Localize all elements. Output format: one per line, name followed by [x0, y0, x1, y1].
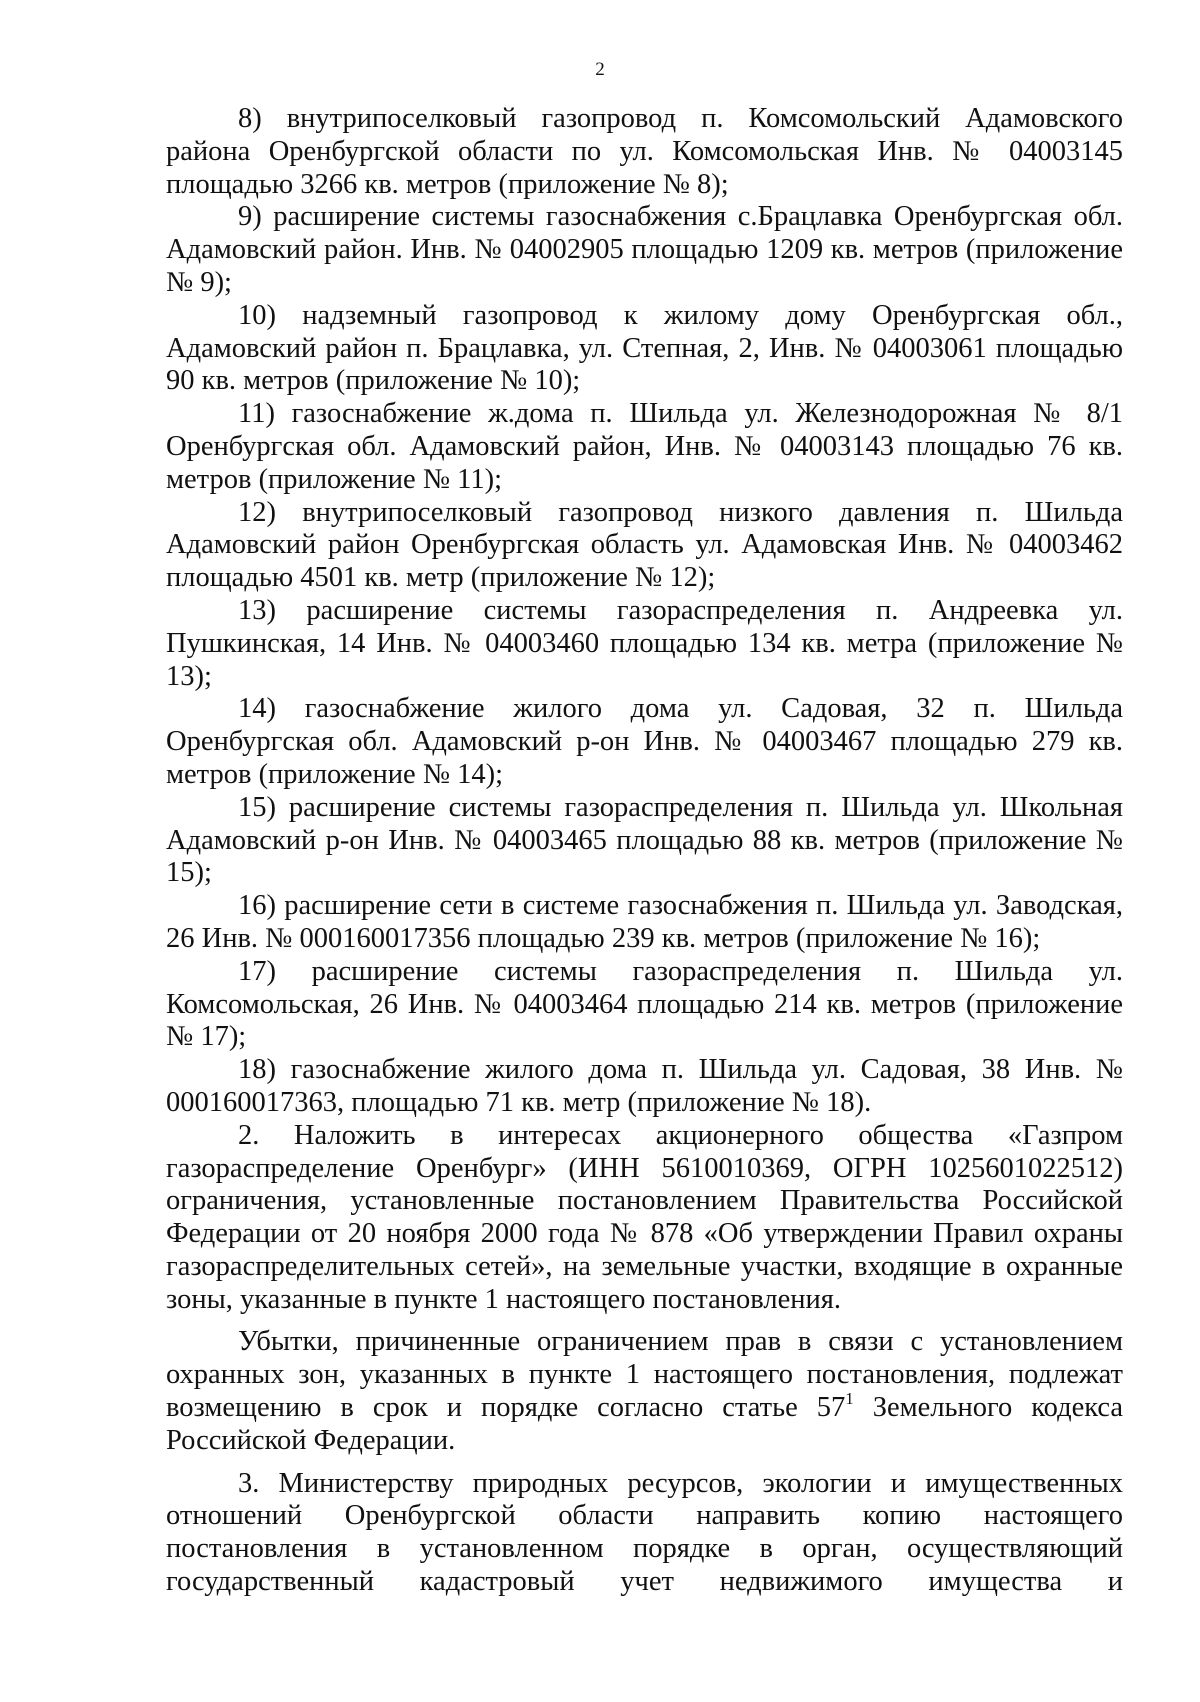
list-item-18: 18) газоснабжение жилого дома п. Шильда ул. Садовая, 38 Инв. № 000160017363, площадью 71 кв. метр (приложение № 18). [166, 1054, 1123, 1118]
losses-paragraph [166, 1326, 1123, 1457]
page-number: 2 [595, 59, 605, 80]
losses-text-end: Земельного кодекса Российской Федерации. [166, 1392, 1124, 1456]
losses-text-main: Убытки, причиненные ограничением прав в связи с установлением охранных зон, указанных в пункте 1 настоящего постановления, подлежат возмещению в срок и порядке согласно статье 57 [166, 1326, 1123, 1424]
list-item-16: 16) расширение сети в системе газоснабжения п. Шильда ул. Заводская, 26 Инв. № 000160017356 площадью 239 кв. метров (приложение № 16); [166, 890, 1123, 954]
list-item-8: 8) внутрипоселковый газопровод п. Комсомольский Адамовского района Оренбургской области по ул. Комсомольская Инв. № 04003145 площадью 3266 кв. метров (приложение № 8); [166, 103, 1123, 200]
document-body [166, 103, 1123, 1599]
list-item-13: 13) расширение системы газораспределения п. Андреевка ул. Пушкинская, 14 Инв. № 04003460 площадью 134 кв. метра (приложение № 13); [166, 594, 1123, 692]
list-item-11: 11) газоснабжение ж.дома п. Шильда ул. Железнодорожная № 8/1 Оренбургская обл. Адамовский район, Инв. № 04003143 площадью 76 кв. метров (приложение № 11); [166, 398, 1123, 495]
list-item-12: 12) внутрипоселковый газопровод низкого давления п. Шильда Адамовский район Оренбургская область ул. Адамовская Инв. № 04003462 площадью 4501 кв. метр (приложение № 12); [166, 496, 1123, 594]
list-item-14: 14) газоснабжение жилого дома ул. Садовая, 32 п. Шильда Оренбургская обл. Адамовский р-он Инв. № 04003467 площадью 279 кв. метров (приложение № 14); [166, 693, 1123, 790]
list-item-17: 17) расширение системы газораспределения п. Шильда ул. Комсомольская, 26 Инв. № 04003464 площадью 214 кв. метров (приложение № 17); [166, 955, 1123, 1053]
list-item-9: 9) расширение системы газоснабжения с.Брацлавка Оренбургская обл. Адамовский район. Инв. № 04002905 площадью 1209 кв. метров (приложение № 9); [166, 201, 1123, 298]
clause-2-paragraph: 2. Наложить в интересах акционерного общества «Газпром газораспределение Оренбург» (ИНН 5610010369, ОГРН 1025601022512) ограничения, установленные постановлением Правительства Российской Федерации от 20 ноября 2000 года № 878 «Об утверждении Правил охраны газораспределительных сетей», на земельные участки, входящие в охранные зоны, указанные в пункте 1 настоящего постановления. [166, 1119, 1123, 1315]
list-item-15: 15) расширение системы газораспределения п. Шильда ул. Школьная Адамовский р-он Инв. № 04003465 площадью 88 кв. метров (приложение № 15); [166, 791, 1123, 889]
clause-3-paragraph: 3. Министерству природных ресурсов, экологии и имущественных отношений Оренбургской области направить копию настоящего постановления в установленном порядке в орган, осуществляющий государственный кадастровый учет недвижимого имущества и [166, 1467, 1123, 1598]
list-item-10: 10) надземный газопровод к жилому дому Оренбургская обл., Адамовский район п. Брацлавка, ул. Степная, 2, Инв. № 04003061 площадью 90 кв. метров (приложение № 10); [166, 299, 1123, 397]
article-superscript: 1 [845, 1389, 854, 1409]
